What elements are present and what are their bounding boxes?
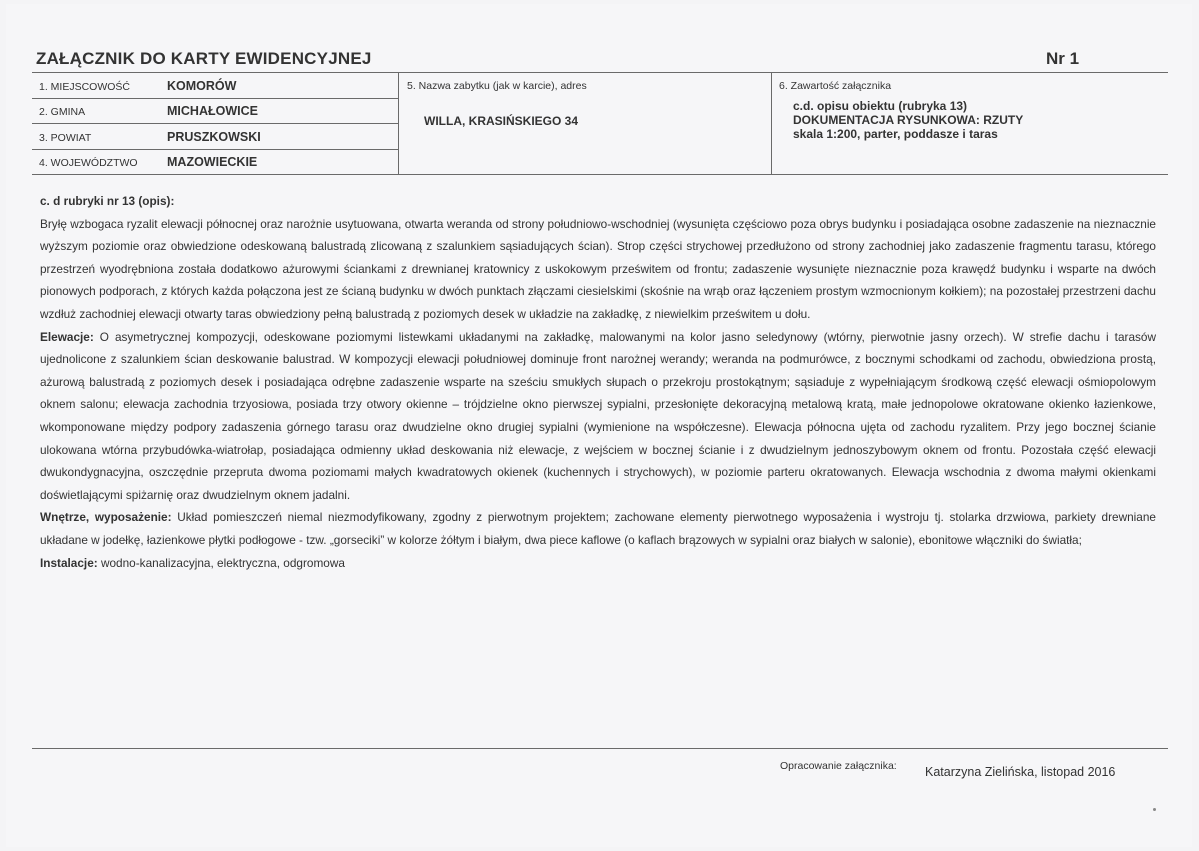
contents-line: c.d. opisu obiektu (rubryka 13) xyxy=(793,99,968,113)
field-label-powiat: 3. POWIAT xyxy=(39,132,92,144)
table-row-rule xyxy=(32,123,398,124)
table-bottom-rule xyxy=(32,174,1168,175)
monument-label: 5. Nazwa zabytku (jak w karcie), adres xyxy=(407,80,587,92)
table-row-rule xyxy=(32,149,398,150)
footer-rule xyxy=(32,748,1168,749)
elewacje-text: O asymetrycznej kompozycji, odeskowane poziomymi listewkami układanymi na zakładkę, malowanymi na kolor jasno seledynowy (wtórny, pierwotnie jasny orzech). W strefie dachu i tarasów ujednolicone z szalunkiem ścian deskowanie balustrad. W kompozycji elewacji południowej dominuje front narożnej werandy; weranda na podmurówce, z bocznymi schodkami od zachodu, obwiedziona prostą, ażurową balustradą z poziomych desek i posiadająca odrębne zadaszenie wsparte na sześciu smukłych słupach o przekroju prostokątnym; sąsiaduje z wypełniającym środkową część elewacji ośmiopolowym oknem salonu; elewacja zachodnia trzyosiowa, posiada trzy otwory okienne – trójdzielne okno pierwszej sypialni, przesłonięte dekoracyjną metalową kratą, małe jednopolowe okratowane okienko łazienkowe, wkomponowane między podpory zadaszenia górnego tarasu oraz dwudzielne okno drugiej sypialni (wymienione na współczesne). Elewacja północna ujęta od zachodu ryzalitem. Przy jego bocznej ścianie ulokowana wtórna przybudówka-wiatrołap, posiadająca odmienny układ deskowania niż elewacje, z wejściem w bocznej ścianie i z dwudzielnym jednoszybowym oknem od frontu. Pozostała część elewacji dwukondygnacyjna, oszczędnie przepruta dwoma poziomami małych kwadratowych okienek (kuchennych i strychowych), w poziomie parteru okratowanych. Elewacja wschodnia z dwoma małymi okienkami doświetlającymi spiżarnię oraz dwudzielnym oknem jadalni. xyxy=(40,329,1156,502)
table-col-divider xyxy=(771,72,772,174)
field-label-wojewodztwo: 4. WOJEWÓDZTWO xyxy=(39,157,138,169)
field-value-miejscowosc: KOMORÓW xyxy=(167,79,237,93)
paper-speck xyxy=(1153,808,1156,811)
contents-label: 6. Zawartość załącznika xyxy=(779,80,892,92)
contents-line: DOKUMENTACJA RYSUNKOWA: RZUTY xyxy=(793,113,1024,127)
document-title: ZAŁĄCZNIK DO KARTY EWIDENCYJNEJ xyxy=(36,49,372,68)
field-label-gmina: 2. GMINA xyxy=(39,106,86,118)
field-value-powiat: PRUSZKOWSKI xyxy=(167,130,261,144)
wnetrze-text: Układ pomieszczeń niemal niezmodyfikowany, zgodny z pierwotnym projektem; zachowane elementy pierwotnego wyposażenia i wystroju tj. stolarka drzwiowa, parkiety drewniane układane w jodełkę, łazienkowe płytki podłogowe - tzw. „gorseciki” w kolorze żółtym i białym, dwa piece kaflowe (o kaflach brązowych w sypialni oraz białych w salonie), ebonitowe włączniki do światła; xyxy=(40,510,1156,547)
field-value-wojewodztwo: MAZOWIECKIE xyxy=(167,155,258,169)
field-value-gmina: MICHAŁOWICE xyxy=(167,104,258,118)
wnetrze-paragraph xyxy=(40,506,1156,551)
elewacje-label: Elewacje: xyxy=(40,329,94,344)
table-col-divider xyxy=(398,72,399,174)
instalacje-label: Instalacje: xyxy=(40,555,98,570)
table-top-rule xyxy=(32,72,1168,73)
contents-line: skala 1:200, parter, poddasze i taras xyxy=(793,127,998,141)
wnetrze-label: Wnętrze, wyposażenie: xyxy=(40,510,172,525)
footer-label: Opracowanie załącznika: xyxy=(780,760,897,772)
field-label-miejscowosc: 1. MIEJSCOWOŚĆ xyxy=(39,81,131,93)
instalacje-text: wodno-kanalizacyjna, elektryczna, odgromowa xyxy=(97,555,345,570)
instalacje-paragraph xyxy=(40,552,1156,575)
table-row-rule xyxy=(32,98,398,99)
description-body xyxy=(40,190,1156,574)
elewacje-paragraph xyxy=(40,326,1156,507)
description-heading: c. d rubryki nr 13 (opis): xyxy=(40,194,175,208)
description-intro: Bryłę wzbogaca ryzalit elewacji północnej oraz narożnie usytuowana, otwarta weranda od strony południowo-wschodniej (wysunięta częściowo poza obrys budynku i posiadająca osobne zadaszenie na nieznacznie wyższym poziomie oraz obwiedzione odeskowaną balustradą zlicowaną z szalunkiem sąsiadujących ścian). Strop części strychowej przedłużono od strony zachodniej jako zadaszenie fragmentu tarasu, którego przestrzeń wyodrębniona została dodatkowo ażurowymi ściankami z drewnianej kratownicy z uskokowym prześwitem od frontu; zadaszenie wysunięte nieznacznie poza krawędź budynku i wsparte na dwóch pionowych podporach, z których każda połączona jest ze ścianą budynku w dwóch punktach złączami ciesielskimi (skośnie na wrąb oraz łączeniem prostym wzmocnionym kołkiem); na pozostałej przestrzeni dachu wzdłuż zachodniej elewacji otwarty taras obwiedziony pełną balustradą z poziomych desek w układzie na zakładkę, z niewielkim prześwitem u dołu. xyxy=(40,216,1156,321)
document-number: Nr 1 xyxy=(1046,49,1080,68)
footer-author: Katarzyna Zielińska, listopad 2016 xyxy=(925,765,1116,779)
monument-value: WILLA, KRASIŃSKIEGO 34 xyxy=(424,114,579,128)
